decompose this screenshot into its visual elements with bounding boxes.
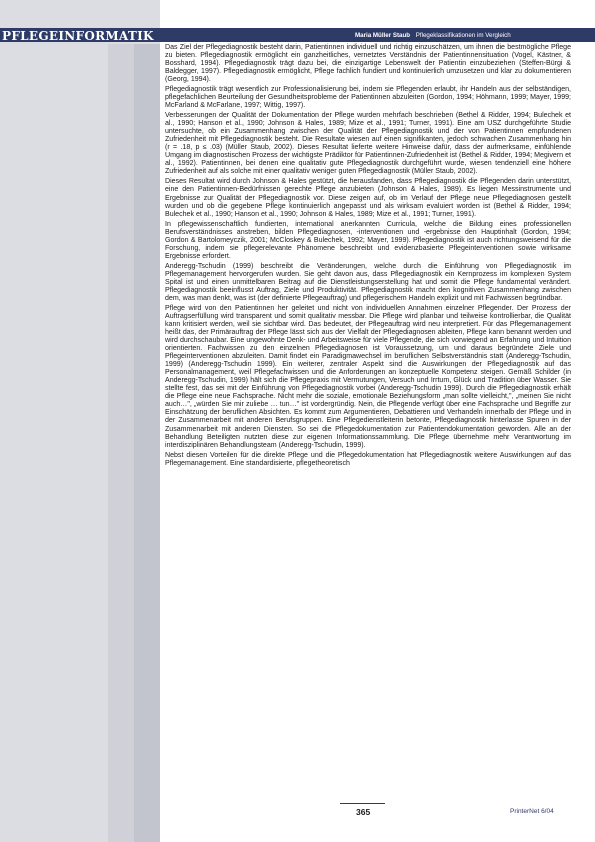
paragraph-8: Nebst diesen Vorteilen für die direkte Pflege und die Pflegedokumentation hat Pflegediagnostik weitere Auswirkungen auf das Pflegemanagement. Eine standardisierte, pflegetheoretisch (165, 451, 571, 467)
paragraph-7: Pflege wird von den Patientinnen her geleitet und nicht von individuellen Annahmen einzelner Pflegender. Der Prozess der Auftragserfüllung wird transparent und somit qualitativ messbar. Die Pflege wird planbar und teilweise kontrollierbar, die Qualität kann kritisiert werden, weil sie sichtbar wird. Das bedeutet, der Pflegeauftrag wird neu interpretiert. Für das Pflegemanagement heißt das, der Primärauftrag der Pflege lässt sich aus der Vielfalt der Pflegediagnosen ableiten, Pflege kann benannt werden und wird durchschaubar. Eine ungewohnte Denk- und Arbeitsweise für viele Pflegende, die sich vorwiegend an Erfahrung und Intuition orientierten. Fachwissen zu den einzelnen Pflegediagnosen ist Voraussetzung, um und daraus begründete Ziele und Pflegeinterventionen abzuleiten. Damit findet ein Paradigmawechsel im beruflichen Selbstverständnis statt (Anderegg-Tschudin, 1999) (Anderegg-Tschudin 1999). Ein weiterer, zentraler Aspekt sind die Auswirkungen der Pflegediagnostik auf das Personalmanagement, weil Pflegefachwissen und die Anforderungen an konzeptuelle Kompetenz steigen. Gemäß Schilder (in Anderegg-Tschudin, 1999) hält sich die Pflegepraxis mit Vermutungen, Versuch und Irrtum, Glück und Tradition über Wasser. Sie stellte fest, das sei mit der Einführung von Pflegediagnostik vorbei (Anderegg-Tschudin 1999). Durch die Pflegediagnostik erhält die Pflege eine neue Fachsprache. Nicht mehr die soziale, emotionale Beziehungsform „man sollte vielleicht,", „meinen Sie nicht auch…", „würden Sie mir zuliebe … tun…" ist vordergründig. Nein, die Pflegende verfügt über eine Fachsprache und Begriffe zur Einschätzung der beruflichen Absichten. Es kommt zum Argumentieren, Debattieren und Verhandeln innerhalb der Pflege und in der Zusammenarbeit mit anderen Berufsgruppen. Eine Pflegedienstleiterin betonte, Pflegediagnostik hinterlasse Spuren in der Zusammenarbeit mit anderen Diensten. So sei die Pflegedokumentation zur Patientendokumentation geworden. Alle an der Behandlung Beteiligten nutzten diese zur eigenen Informationssammlung. Die Pflege übernehme mehr Verantwortung im interdisziplinären Behandlungsteam (Anderegg-Tschudin, 1999). (165, 304, 571, 449)
article-body (165, 44, 571, 470)
page-number: 365 (356, 807, 371, 817)
paragraph-4: Dieses Resultat wird durch Johnson & Hales gestützt, die herausfanden, dass Pflegediagnostik die Pflegenden darin unterstützt, eine den Patientinnen-Bedürfnissen gerechte Pflege anzubieten (Johnson & Hales, 1989). Es liegen Messinstrumente und Ergebnisse zur Qualität der Pflegediagnostik vor. Diese zeigen auf, ob im Verlauf der Pflege neue Pflegediagnosen gestellt wurden und ob die gegebene Pflege kontinuierlich angepasst und als wirksam evaluiert worden ist (Bethel & Ridder, 1994; Bulechek et al., 1990; Hanson et al., 1990; Johnson & Hales, 1989; Mize et al., 1991; Turner, 1991). (165, 178, 571, 218)
paragraph-6: Anderegg-Tschudin (1999) beschreibt die Veränderungen, welche durch die Einführung von Pflegediagnostik im Pflegemanagement hervorgerufen wurden. Sie geht davon aus, dass Pflegediagnostik ein Kernprozess im komplexen System Spital ist und einen unmittelbaren Beitrag auf die Dienstleistungserstellung hat und somit die Pflege fundamental verändert. Pflegediagnostik beeinflusst Auftrag, Ziele und Produktivität. Pflegediagnostik macht den kognitiven Zusammenhang zwischen dem, was man denkt, was ist (der definierte Pflegeauftrag) und pflegerischem Handeln explizit und mit Fachwissen begründbar. (165, 262, 571, 302)
running-head-title: Pflegeklassifikationen im Vergleich (415, 32, 511, 39)
paragraph-1: Das Ziel der Pflegediagnostik besteht darin, Patientinnen individuell und richtig einzuschätzen, um ihnen die bestmögliche Pflege zu bieten. Pflegediagnostik ermöglicht ein ganzheitliches, vernetztes Verständnis der Patientinnensituation (Vogel, Kästner, & Bosshard, 1994). Pflegediagnostik trägt dazu bei, die einzigartige Lebenswelt der Patientin einzubeziehen (Steffen-Bürgi & Baldegger, 1997). Pflegediagnostik ermöglicht, Pflege fachlich fundiert und kontinuierlich umzusetzen und klar zu dokumentieren (Georg, 1994). (165, 44, 571, 84)
running-head-authors: Maria Müller Staub (355, 32, 411, 39)
left-decorative-band (0, 0, 160, 842)
paragraph-5: In pflegewissenschaftlich fundierten, international anerkannten Curricula, welche die Bildung eines professionellen Berufsverständnisses anstreben, bilden Pflegediagnosen, -interventionen und -ergebnisse den Hauptinhalt (Gordon, 1994; Gordon & Bartolomeyczik, 2001; McCloskey & Bulechek, 1992; Mayer, 1999). Pflegediagnostik ist auch richtungsweisend für die Forschung, indem sie pflegerelevante Phänomene beschreibt und evidenzbasierte Pflegeinterventionen sowie wirksame Ergebnisse erfordert. (165, 220, 571, 260)
left-band-stripe-dark (134, 44, 160, 842)
section-logo: PFLEGEINFORMATIK (2, 29, 154, 43)
running-head (355, 30, 570, 42)
journal-issue: PrinterNet 6/04 (510, 808, 554, 815)
paragraph-3: Verbesserungen der Qualität der Dokumentation der Pflege wurden mehrfach beschrieben (Bethel & Ridder, 1994; Bulechek et al., 1990; Hanson et al., 1990; Johnson & Hales, 1989; Mize et al., 1991; Turner, 1991). Eine am USZ durchgeführte Studie untersuchte, ob ein Zusammenhang zwischen der Qualität der Pflegediagnostik und der von Patientinnen empfundenen Zufriedenheit mit Pflegediagnostik besteht. Die Resultate wiesen auf einen signifikanten, jedoch schwachen Zusammenhang hin (r = .18, p ≤ .03) (Müller Staub, 2002). Dieses Resultat lieferte weitere Hinweise dafür, dass der aufmerksame, einfühlende Umgang im diagnostischen Prozess der wichtigste Prädiktor für Patientinnen-Zufriedenheit ist (Bethel & Ridder, 1994; Megivern et al., 1992). Patientinnen, bei denen eine qualitativ gute Pflegediagnostik durchgeführt wurde, wiesen tendenziell eine höhere Zufriedenheit auf als solche mit einer qualitativ weniger guten Pflegediagnostik (Müller Staub, 2002). (165, 112, 571, 176)
paragraph-2: Pflegediagnostik trägt wesentlich zur Professionalisierung bei, indem sie Pflegenden erlaubt, ihr Handeln aus der selbständigen, pflegefachlichen Beurteilung der Gesundheitsprobleme der Patientinnen abzuleiten (Gordon, 1994; Höhmann, 1999; Mayer, 1999; McFarland & McFarlane, 1997; Wittig, 1997). (165, 86, 571, 110)
